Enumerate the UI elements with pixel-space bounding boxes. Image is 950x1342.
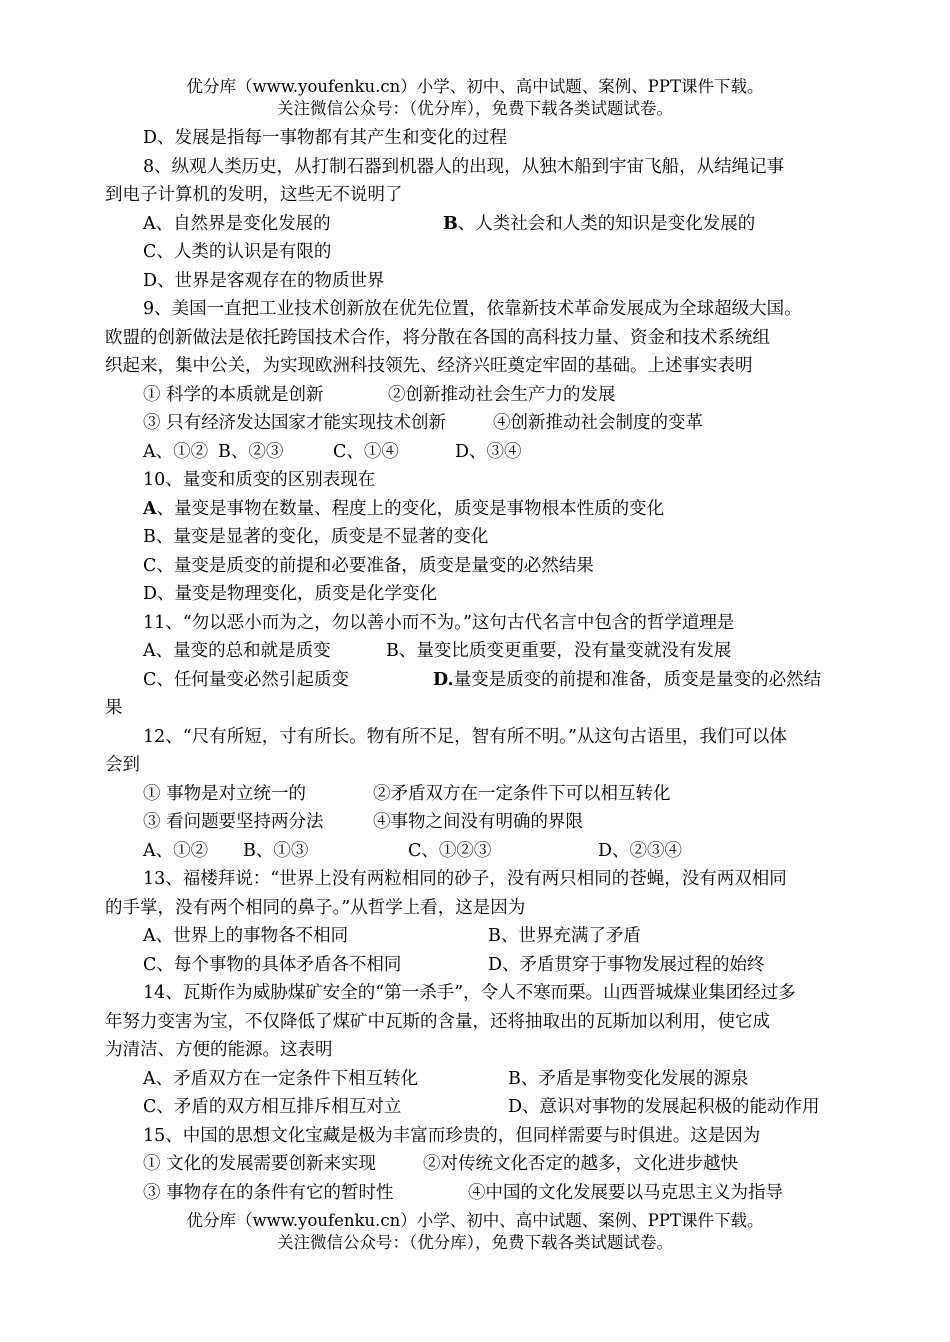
question-content [105,124,850,1207]
q7-option-d: D、发展是指每一事物都有其产生和变化的过程 [143,128,508,148]
q13-options-cd [105,951,850,980]
q14-option-d: D、意识对事物的发展起积极的能动作用 [508,1097,820,1117]
q13-option-a: A、世界上的事物各不相同 [143,926,349,946]
header-line-1: 优分库（www.youfenku.cn）小学、初中、高中试题、案例、PPT课件下载。 [186,77,764,96]
q11-options-cd [105,666,850,695]
q15-statements-34 [105,1179,850,1208]
q12-option-c: C、①②③ [408,840,492,861]
q12-statement-4: ④事物之间没有明确的界限 [373,812,583,832]
q10-stem: 10、量变和质变的区别表现在 [143,470,376,490]
q12-statement-1: ① 事物是对立统一的 [143,783,307,804]
q13-stem-line-2: 的手掌，没有两个相同的鼻子。”从哲学上看，这是因为 [105,897,526,918]
q15-statement-3: ③ 事物存在的条件有它的暂时性 [143,1182,394,1203]
footer-line-1: 优分库（www.youfenku.cn）小学、初中、高中试题、案例、PPT课件下载。 [186,1211,764,1230]
page-footer [0,1210,950,1254]
q8-option-a: A、自然界是变化发展的 [143,213,331,234]
q13-option-c: C、每个事物的具体矛盾各不相同 [143,954,402,975]
q9-option-d: D、③④ [455,441,522,462]
q12-options [105,837,850,866]
q8-option-d: D、世界是客观存在的物质世界 [143,270,385,291]
header-line-2: 关注微信公众号：（优分库），免费下载各类试题试卷。 [277,99,673,118]
q15-statement-4: ④中国的文化发展要以马克思主义为指导 [468,1182,783,1203]
q11-stem: 11、“勿以恶小而为之，勿以善小而不为。”这句古代名言中包含的哲学道理是 [143,612,735,633]
q13-option-d: D、矛盾贯穿于事物发展过程的始终 [488,954,765,975]
q14-option-c: C、矛盾的双方相互排斥相互对立 [143,1097,402,1117]
q9-option-c: C、①④ [333,441,399,462]
q15-statements-12 [105,1150,850,1179]
q14-options-ab [105,1065,850,1094]
q8-stem-line-1: 8、纵观人类历史，从打制石器到机器人的出现，从独木船到宇宙飞船，从结绳记事 [143,156,785,177]
q11-options-ab [105,637,850,666]
q9-stem-line-2: 欧盟的创新做法是依托跨国技术合作，将分散在各国的高科技力量、资金和技术系统组 [105,327,770,348]
q10-option-c: C、量变是质变的前提和必要准备，质变是量变的必然结果 [143,555,594,576]
q9-stem-line-3: 织起来，集中公关，为实现欧洲科技领先、经济兴旺奠定牢固的基础。上述事实表明 [105,356,753,376]
q9-statement-4: ④创新推动社会制度的变革 [493,413,703,433]
footer-line-2: 关注微信公众号：（优分库），免费下载各类试题试卷。 [277,1233,673,1252]
q15-stem: 15、中国的思想文化宝藏是极为丰富而珍贵的，但同样需要与时俱进。这是因为 [143,1125,761,1146]
q9-option-a: A、①② [143,441,209,462]
q12-statements-12 [105,780,850,809]
q12-stem-line-2: 会到 [105,755,140,775]
q11-option-d-cont: 果 [105,698,123,718]
q14-stem-line-2: 年努力变害为宝，不仅降低了煤矿中瓦斯的含量，还将抽取出的瓦斯加以利用，使它成 [105,1011,770,1032]
q12-statement-2: ②矛盾双方在一定条件下可以相互转化 [373,783,671,804]
q8-options-ab [105,210,850,239]
q8-stem-line-2: 到电子计算机的发明，这些无不说明了 [105,185,403,205]
q14-option-a: A、矛盾双方在一定条件下相互转化 [143,1068,419,1089]
q11-option-a: A、量变的总和就是质变 [143,641,331,661]
q13-options-ab [105,922,850,951]
q10-option-b: B、量变是显著的变化，质变是不显著的变化 [143,527,489,547]
q12-stem-line-1: 12、“尺有所短，寸有所长。物有所不足，智有所不明。”从这句古语里，我们可以体 [143,726,787,747]
q14-stem-line-1: 14、瓦斯作为威胁煤矿安全的“第一杀手”，令人不寒而栗。山西晋城煤业集团经过多 [143,983,796,1003]
q9-statement-3: ③ 只有经济发达国家才能实现技术创新 [143,413,447,433]
q15-statement-1: ① 文化的发展需要创新来实现 [143,1154,377,1174]
q11-option-b: B、量变比质变更重要，没有量变就没有发展 [386,641,732,661]
q9-options [105,438,850,467]
q12-statements-34 [105,808,850,837]
page-header [0,76,950,120]
q9-option-b: B、②③ [218,441,284,462]
q12-option-a: A、①② [143,840,209,861]
q13-stem-line-1: 13、福楼拜说：“世界上没有两粒相同的砂子，没有两只相同的苍蝇，没有两双相同 [143,869,787,889]
q15-statement-2: ②对传统文化否定的越多，文化进步越快 [423,1154,738,1174]
q9-statements-34 [105,409,850,438]
q9-stem-line-1: 9、美国一直把工业技术创新放在优先位置，依靠新技术革命发展成为全球超级大国。 [143,299,802,319]
q10-option-d: D、量变是物理变化，质变是化学变化 [143,584,438,604]
q14-options-cd [105,1093,850,1122]
q13-option-b: B、世界充满了矛盾 [488,926,641,946]
q9-statements-12 [105,381,850,410]
q9-statement-1: ① 科学的本质就是创新 [143,384,324,405]
q11-option-d: D.量变是质变的前提和准备，质变是量变的必然结 [433,669,822,690]
q10-option-a: A、量变是事物在数量、程度上的变化，质变是事物根本性质的变化 [143,498,665,519]
q8-option-b: B、人类社会和人类的知识是变化发展的 [443,213,756,234]
q9-statement-2: ②创新推动社会生产力的发展 [388,384,616,405]
q14-option-b: B、矛盾是事物变化发展的源泉 [508,1068,749,1089]
q12-statement-3: ③ 看问题要坚持两分法 [143,812,324,832]
q11-option-c: C、任何量变必然引起质变 [143,669,349,690]
q12-option-d: D、②③④ [598,840,683,861]
q12-option-b: B、①③ [243,840,309,861]
q14-stem-line-3: 为清洁、方便的能源。这表明 [105,1040,333,1060]
q8-option-c: C、人类的认识是有限的 [143,242,332,262]
